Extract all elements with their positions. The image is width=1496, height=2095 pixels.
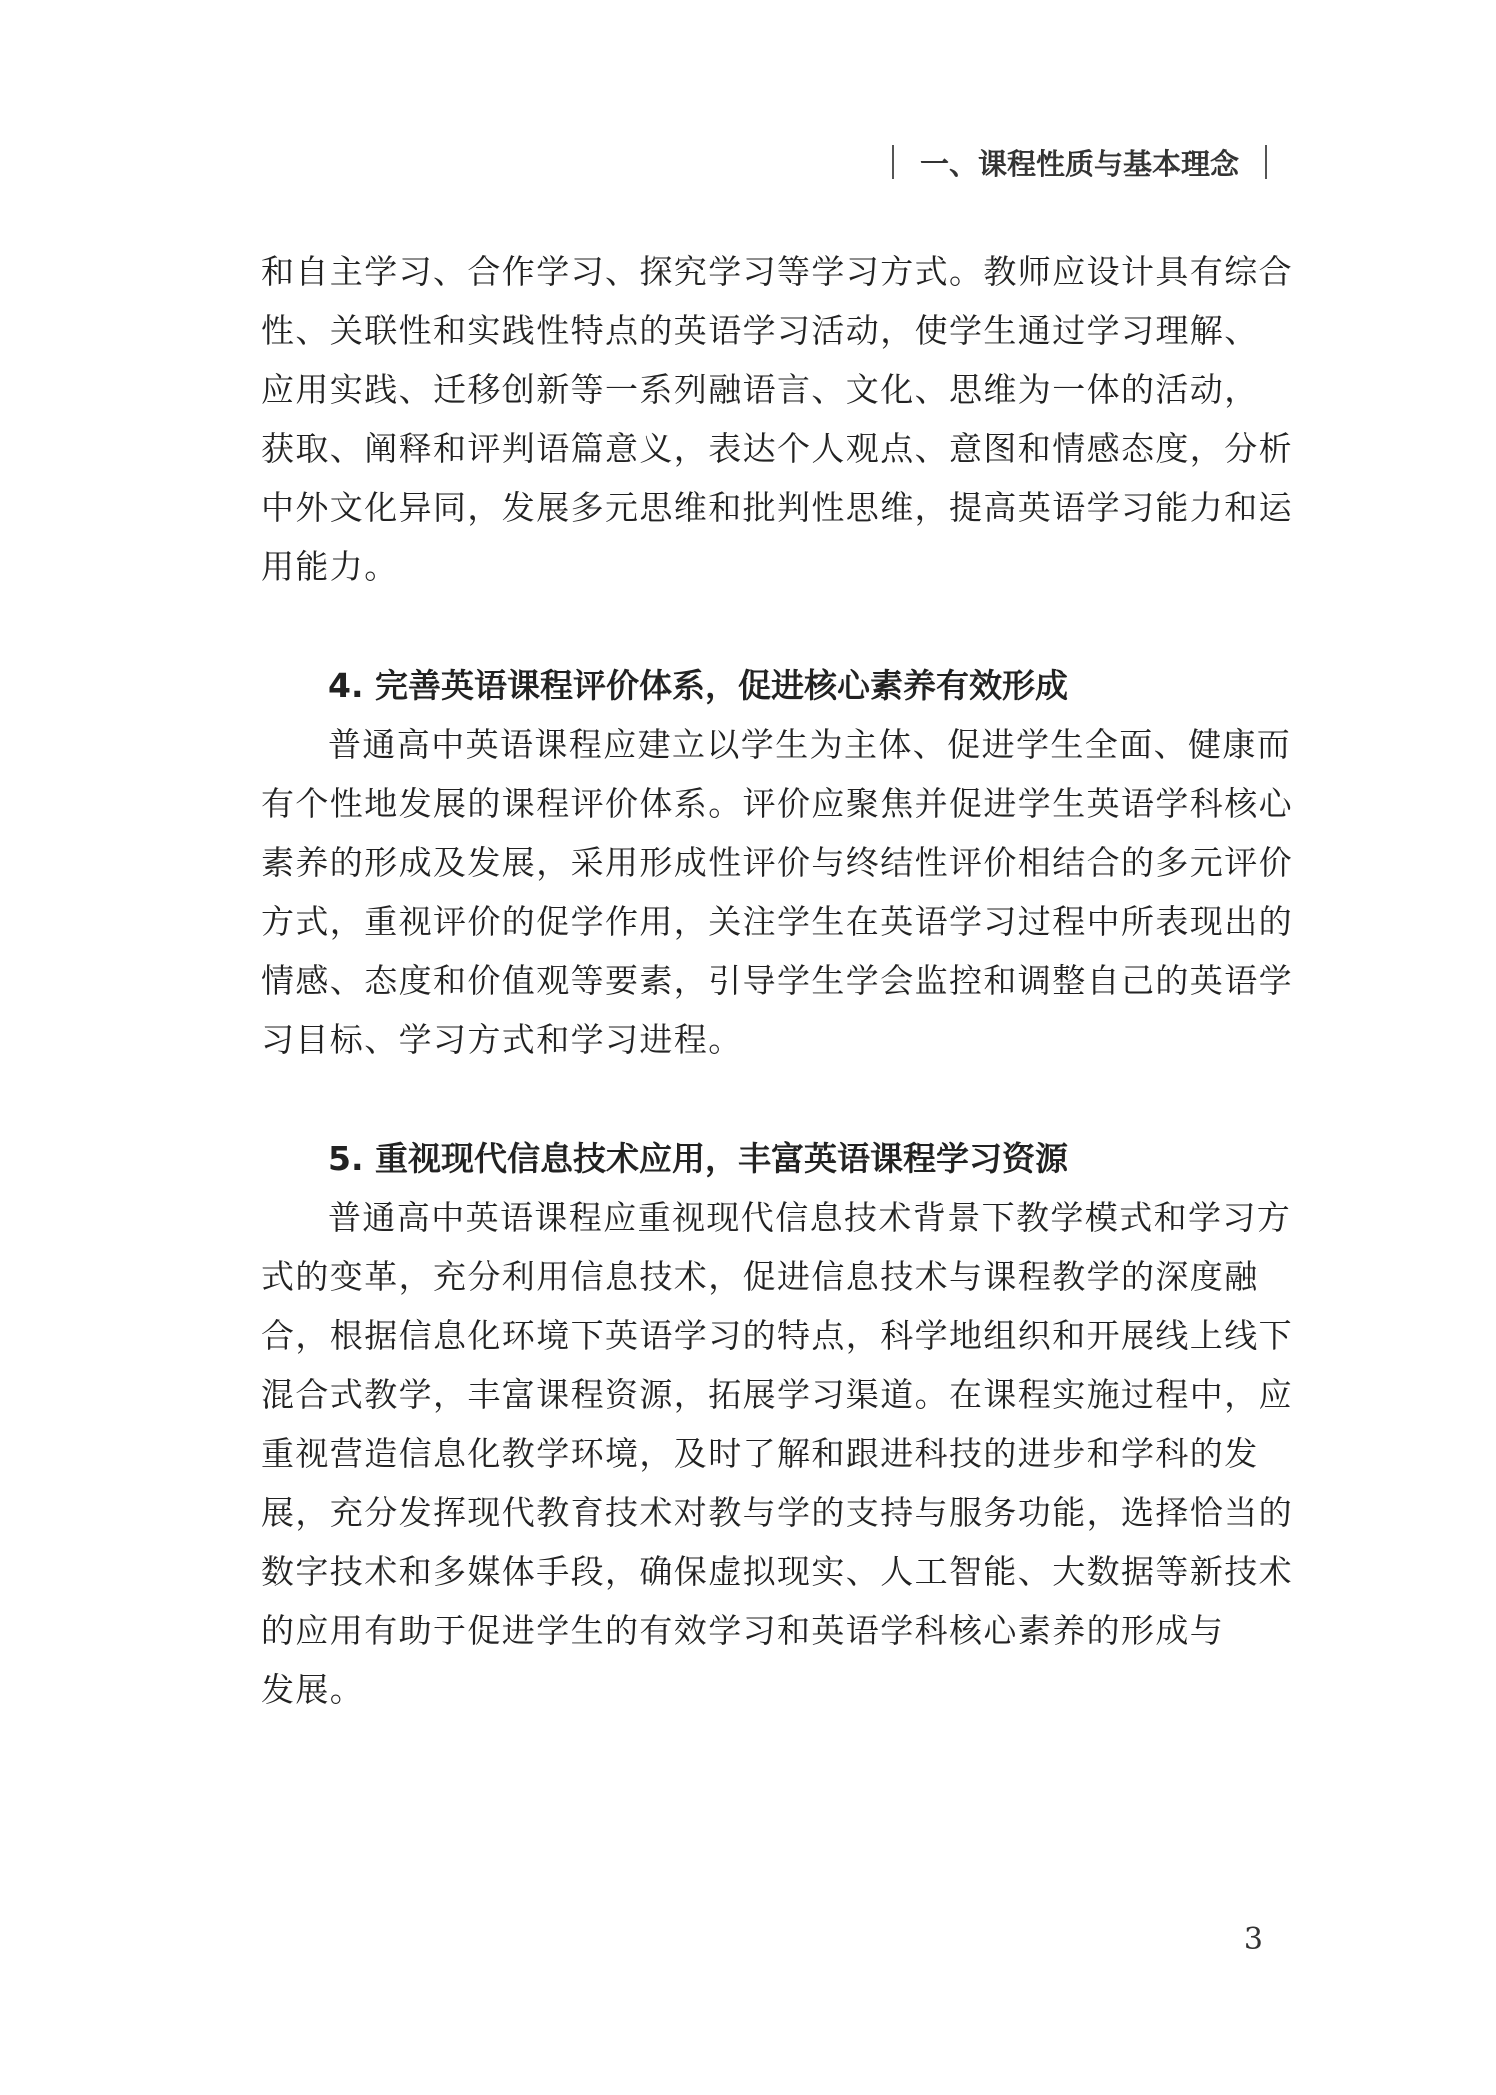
section-5-heading: 5. 重视现代信息技术应用，丰富英语课程学习资源: [328, 1139, 1068, 1178]
text-line: 习目标、学习方式和学习进程。: [261, 1020, 743, 1059]
text-line: 和自主学习、合作学习、探究学习等学习方式。教师应设计具有综合: [261, 252, 1293, 291]
text-line: 获取、阐释和评判语篇意义，表达个人观点、意图和情感态度，分析: [261, 429, 1293, 468]
text-line: 中外文化异同，发展多元思维和批判性思维，提高英语学习能力和运: [261, 488, 1293, 527]
text-line: 用能力。: [261, 547, 399, 586]
text-line: 混合式教学，丰富课程资源，拓展学习渠道。在课程实施过程中，应: [261, 1375, 1293, 1414]
text-line: 方式，重视评价的促学作用，关注学生在英语学习过程中所表现出的: [261, 902, 1293, 941]
text-line: 合，根据信息化环境下英语学习的特点，科学地组织和开展线上线下: [261, 1316, 1293, 1355]
text-line: 的应用有助于促进学生的有效学习和英语学科核心素养的形成与: [261, 1611, 1225, 1650]
running-header: [892, 138, 1267, 186]
text-line: 展，充分发挥现代教育技术对教与学的支持与服务功能，选择恰当的: [261, 1493, 1293, 1532]
page-body: [261, 242, 1293, 1719]
text-line: 普通高中英语课程应建立以学生为主体、促进学生全面、健康而: [328, 725, 1292, 764]
section-5-paragraph: [261, 1188, 1293, 1719]
text-line: 发展。: [261, 1670, 365, 1709]
text-line: 素养的形成及发展，采用形成性评价与终结性评价相结合的多元评价: [261, 843, 1293, 882]
section-4-heading: 4. 完善英语课程评价体系，促进核心素养有效形成: [328, 666, 1068, 705]
text-line: 有个性地发展的课程评价体系。评价应聚焦并促进学生英语学科核心: [261, 784, 1293, 823]
text-line: 普通高中英语课程应重视现代信息技术背景下教学模式和学习方: [328, 1198, 1292, 1237]
header-right-divider: [1265, 145, 1267, 179]
text-line: 重视营造信息化教学环境，及时了解和跟进科技的进步和学科的发: [261, 1434, 1259, 1473]
continued-paragraph: [261, 242, 1293, 596]
chapter-title: 一、课程性质与基本理念: [919, 146, 1239, 181]
page-number: 3: [1243, 1922, 1263, 1957]
text-line: 式的变革，充分利用信息技术，促进信息技术与课程教学的深度融: [261, 1257, 1259, 1296]
section-spacer: [261, 596, 1263, 656]
text-line: 性、关联性和实践性特点的英语学习活动，使学生通过学习理解、: [261, 311, 1259, 350]
section-spacer: [261, 1069, 1263, 1129]
section-4-paragraph: [261, 715, 1293, 1069]
header-left-divider: [892, 145, 894, 179]
text-line: 应用实践、迁移创新等一系列融语言、文化、思维为一体的活动，: [261, 370, 1259, 409]
text-line: 数字技术和多媒体手段，确保虚拟现实、人工智能、大数据等新技术: [261, 1552, 1293, 1591]
text-line: 情感、态度和价值观等要素，引导学生学会监控和调整自己的英语学: [261, 961, 1293, 1000]
